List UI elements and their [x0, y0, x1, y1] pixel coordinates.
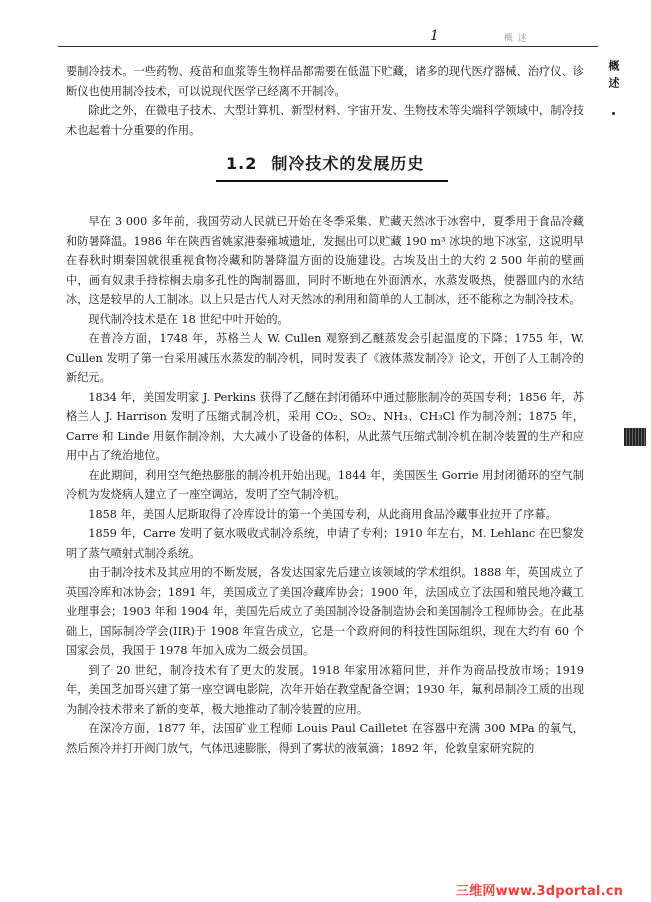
heading-underline — [216, 180, 448, 182]
body-text — [66, 62, 584, 758]
paragraph: 1858 年，美国人尼斯取得了冷库设计的第一个美国专利，从此商用食品冷藏事业拉开了序幕。 — [88, 507, 557, 521]
running-header: 概 述 — [504, 34, 528, 44]
section-number: 1.2 — [226, 154, 258, 173]
side-tab-label: 概述 — [607, 60, 620, 94]
paragraph: 由于制冷技术及其应用的不断发展，各发达国家先后建立该领域的学术组织。1888 年，英国成立了英国冷库和冰协会；1891 年，美国成立了美国冷藏库协会；1900 年，法国成立了法国和殖民地冷藏工业理事会；1903 年和 1904 年，美国先后成立了美国制冷设备制造协会和美国制冷工程师协会。在此基础上，国际制冷学会(IIR)于 1908 年宣告成立，它是一个政府间的科技性国际组织，现在大约有 60 个国家会员，我国于 1978 年加入成为二级会员国。 — [66, 566, 584, 657]
section-title: 制冷技术的发展历史 — [271, 154, 425, 173]
section-heading-block — [66, 144, 584, 206]
header-rule — [58, 46, 598, 47]
paragraph: 现代制冷技术是在 18 世纪中叶开始的。 — [88, 312, 289, 326]
paragraph: 在深冷方面，1877 年，法国矿业工程师 Louis Paul Cailletet 在容器中充满 300 MPa 的氧气，然后预冷并打开阀门放气，气体迅速膨胀，得到了雾状的液氧滴；1892 年，伦敦皇家研究院的 — [66, 722, 584, 755]
paragraph: 早在 3 000 多年前，我国劳动人民就已开始在冬季采集、贮藏天然冰于冰窖中，夏季用于食品冷藏和防暑降温。1986 年在陕西省姚家港秦雍城遗址，发掘出可以贮藏 190 m³ 冰块的地下冰室，这说明早在春秋时期秦国就很重视食物冷藏和防暑降温方面的设施建设。古埃及出土的大约 2 500 年前的壁画中，画有奴隶手持棕榈去扇多孔性的陶制器皿，同时不断地在外面洒水，水蒸发吸热，使器皿内的水结冰，这是较早的人工制冰。以上只是古代人对天然冰的利用和简单的人工制冰，还不能称之为制冷技术。 — [66, 215, 584, 306]
paragraph: 1834 年，美国发明家 J. Perkins 获得了乙醚在封闭循环中通过膨胀制冷的英国专利；1856 年，苏格兰人 J. Harrison 发明了压缩式制冷机，采用 CO₂、SO₂、NH₃、CH₃Cl 作为制冷剂；1875 年，Carre 和 Linde 用氨作制冷剂，大大减小了设备的体积，从此蒸气压缩式制冷机在制冷装置的生产和应用中占了统治地位。 — [66, 390, 584, 462]
side-thumb-marker — [624, 428, 646, 446]
paragraph: 在此期间，利用空气绝热膨胀的制冷机开始出现。1844 年，美国医生 Gorrie 用封闭循环的空气制冷机为发烧病人建立了一座空调站，发明了空气制冷机。 — [66, 468, 584, 501]
site-watermark: 三维网www.3dportal.cn — [456, 884, 624, 899]
section-heading — [226, 154, 424, 174]
side-tab-dot — [612, 112, 615, 115]
paragraph: 要制冷技术。一些药物、疫苗和血浆等生物样品都需要在低温下贮藏，诸多的现代医疗器械、治疗仪、诊断仪也使用制冷技术，可以说现代医学已经离不开制冷。 — [66, 65, 584, 98]
paragraph: 在普冷方面，1748 年，苏格兰人 W. Cullen 观察到乙醚蒸发会引起温度的下降；1755 年，W. Cullen 发明了第一台采用减压水蒸发的制冷机，同时发表了《液体蒸发制冷》论文，开创了人工制冷的新纪元。 — [66, 332, 584, 384]
paragraph: 到了 20 世纪，制冷技术有了更大的发展。1918 年家用冰箱问世，并作为商品投放市场；1919 年，美国芝加哥兴建了第一座空调电影院，次年开始在教堂配备空调；1930 年，氟利昂制冷工质的出现为制冷技术带来了新的变革，极大地推动了制冷装置的应用。 — [66, 663, 584, 716]
page-number: 1 — [430, 28, 439, 44]
paragraph: 除此之外，在微电子技术、大型计算机、新型材料、宇宙开发、生物技术等尖端科学领域中，制冷技术也起着十分重要的作用。 — [66, 104, 584, 137]
paragraph: 1859 年，Carre 发明了氨水吸收式制冷系统，申请了专利；1910 年左右，M. Lehlanc 在巴黎发明了蒸气喷射式制冷系统。 — [66, 527, 584, 560]
